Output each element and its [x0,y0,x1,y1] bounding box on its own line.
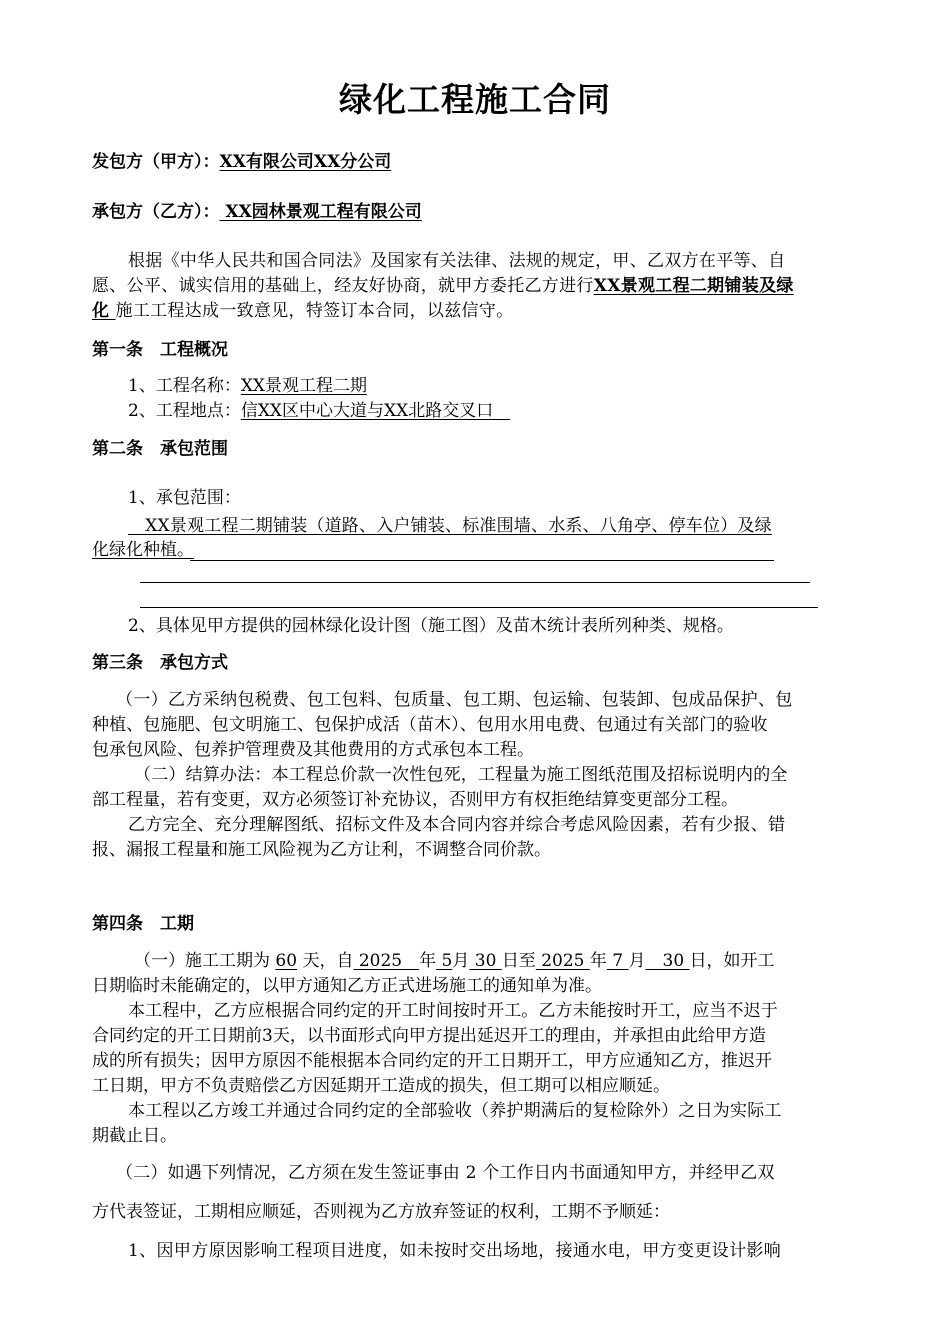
article-3-p3-line-1: 乙方完全、充分理解图纸、招标文件及本合同内容并综合考虑风险因素，若有少报、错 [128,815,786,835]
article-3-p1-line-1: （一）乙方采纳包税费、包工包料、包质量、包工期、包运输、包装卸、包成品保护、包 [116,690,793,710]
scope-blank-line-3 [140,607,818,608]
article-3-p2-line-1: （二）结算办法：本工程总价款一次性包死，工程量为施工图纸范围及招标说明内的全 [134,765,788,785]
scope-line-1: XX景观工程二期铺装（道路、入户铺装、标准围墙、水系、八角亭、停车位）及绿 [128,516,772,536]
article-4-p4-line-2: 方代表签证，工期相应顺延，否则视为乙方放弃签证的权利，工期不予顺延： [92,1202,670,1222]
article-4-p3-line-2: 期截止日。 [92,1126,177,1146]
article-4-p1-line-1 [134,950,775,972]
scope-label: 1、承包范围： [128,488,241,508]
intro-line-1: 根据《中华人民共和国合同法》及国家有关法律、法规的规定，甲、乙双方在平等、自 [128,251,786,271]
start-year: 2025 [353,951,420,971]
article-4-heading: 第四条 工期 [92,914,194,934]
end-month: 7 [606,951,629,971]
project-site-label: 2、工程地点： [128,401,241,421]
project-name-underlined: XX景观工程二期铺装及绿 [593,276,794,296]
party-b-value: XX园林景观工程有限公司 [219,202,422,222]
article-4-p1-line-2: 日期临时未能确定的，以甲方通知乙方正式进场施工的通知单为准。 [92,976,602,996]
party-a-label: 发包方（甲方）： [92,152,220,172]
duration-text-2: 天，自 [297,951,354,971]
to-label: 日至 [501,951,536,971]
year-label: 年 [419,951,437,971]
article-1-heading: 第一条 工程概况 [92,340,228,360]
article-4-p2-line-4: 工日期，甲方不负责赔偿乙方因延期开工造成的损失，但工期可以相应顺延。 [92,1076,670,1096]
article-3-p1-line-2: 种植、包施肥、包文明施工、包保护成活（苗木）、包用水用电费、包通过有关部门的验收 [92,715,768,735]
duration-text-3: 日，如开工 [689,951,775,971]
page-title: 绿化工程施工合同 [339,80,611,119]
article-3-heading: 第三条 承包方式 [92,653,228,673]
project-name-value: XX景观工程二期 [240,376,368,396]
article-4-p3-line-1: 本工程以乙方竣工并通过合同约定的全部验收（养护期满后的复检除外）之日为实际工 [128,1101,782,1121]
article-4-p4-line-1: （二）如遇下列情况，乙方须在发生签证事由 2 个工作日内书面通知甲方，并经甲乙双 [116,1163,775,1183]
project-name-label: 1、工程名称： [128,376,241,396]
scope-blank-line-2 [140,582,810,583]
scope-item-2: 2、具体见甲方提供的园林绿化设计图（施工图）及苗木统计表所列种类、规格。 [128,616,734,636]
duration-days: 60 [275,951,298,971]
end-year: 2025 [535,951,590,971]
scope-blank-line-1 [190,560,774,561]
article-4-p5-line-1: 1、因甲方原因影响工程项目进度，如未按时交出场地，接通水电，甲方变更设计影响 [128,1241,782,1261]
intro-line-2-text: 愿、公平、诚实信用的基础上，经友好协商，就甲方委托乙方进行 [92,276,594,296]
end-day: 30 [645,951,690,971]
intro-line-3 [92,300,513,322]
party-b [92,201,422,223]
start-day: 30 [469,951,502,971]
article-3-p2-line-2: 部工程量，若有变更，双方必须签订补充协议，否则甲方有权拒绝结算变更部分工程。 [92,790,738,810]
month-label-2: 月 [628,951,646,971]
project-site-row [128,400,510,422]
project-site-value: 信XX区中心大道与XX北路交叉口 [240,401,511,421]
party-a [92,151,391,173]
duration-text: （一）施工工期为 [134,951,276,971]
intro-line-2 [92,275,794,297]
article-2-heading: 第二条 承包范围 [92,439,228,459]
scope-line-2: 化绿化种植。 [92,540,194,560]
project-name-row [128,375,367,397]
article-4-p2-line-2: 合同约定的开工日期前3天，以书面形式向甲方提出延迟开工的理由，并承担由此给甲方造 [92,1026,766,1046]
party-a-value: XX有限公司XX分公司 [219,152,392,172]
year-label-2: 年 [589,951,607,971]
project-name-underlined-cont: 化 [92,301,116,321]
article-4-p2-line-1: 本工程中，乙方应根据合同约定的开工时间按时开工。乙方未能按时开工，应当不迟于 [128,1001,778,1021]
month-label: 月 [452,951,470,971]
party-b-label: 承包方（乙方）： [92,202,220,222]
article-3-p3-line-2: 报、漏报工程量和施工风险视为乙方让利，不调整合同价款。 [92,840,551,860]
article-3-p1-line-3: 包承包风险、包养护管理费及其他费用的方式承包本工程。 [92,740,534,760]
start-month: 5 [436,951,453,971]
article-4-p2-line-3: 成的所有损失；因甲方原因不能根据本合同约定的开工日期开工，甲方应通知乙方，推迟开 [92,1051,772,1071]
intro-line-3-text: 施工工程达成一致意见，特签订本合同，以兹信守。 [115,301,514,321]
